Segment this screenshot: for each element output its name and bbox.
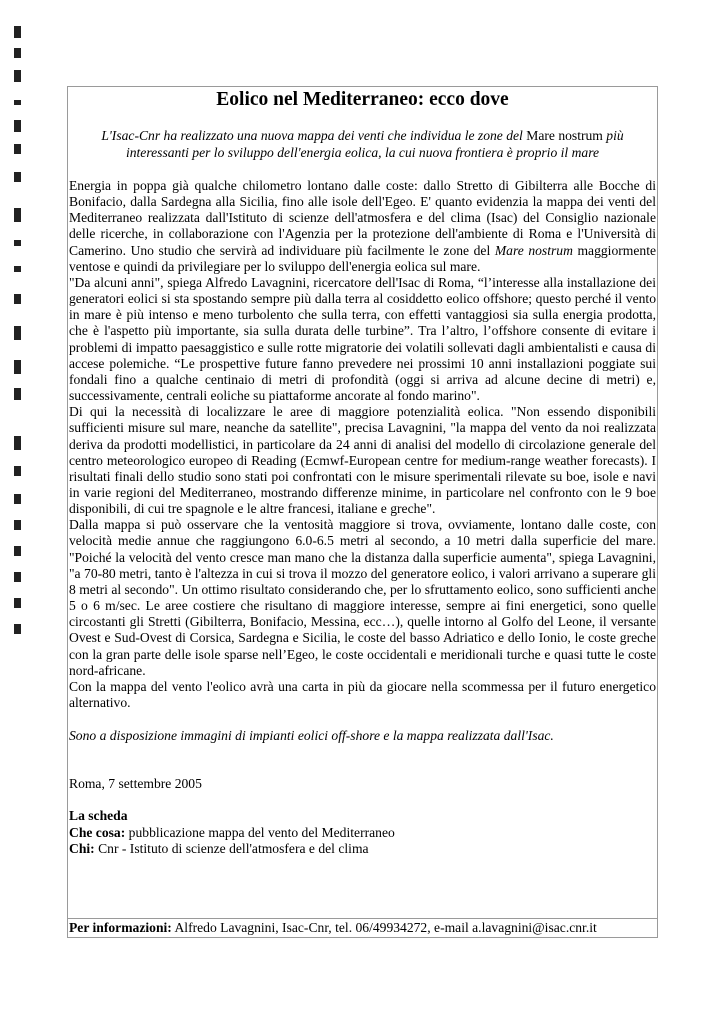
subtitle <box>79 128 646 161</box>
article-body <box>69 178 656 711</box>
fact-sheet-what <box>69 825 656 841</box>
fact-sheet-heading: La scheda <box>69 808 128 824</box>
contact-info <box>67 918 658 937</box>
subtitle-part-3: più interessanti per lo sviluppo dell'energia eolica, la cui nuova frontiera è proprio il mare <box>125 128 624 160</box>
paragraph-1-text-a: Energia in poppa già qualche chilometro lontano dalle coste: dallo Stretto di Gibilterra alle Bocche di Bonifacio, dalla Sardegna alla Sicilia, fino alle isole dell'Egeo. E' quanto evidenzia la mappa dei venti del Mediterraneo realizzata dall'Istituto di scienze dell'atmosfera e del clima (Isac) del Consiglio nazionale delle ricerche, in collaborazione con l'Agenzia per la protezione dell'ambiente di Roma e l'Università di Camerino. Uno studio che servirà ad individuare più facilmente le zone del <box>69 178 656 258</box>
subtitle-mare-nostrum: Mare nostrum <box>526 128 603 143</box>
page-title: Eolico nel Mediterraneo: ecco dove <box>216 89 509 110</box>
fact-sheet <box>69 808 656 856</box>
paragraph-1 <box>69 178 656 275</box>
paragraph-5: Con la mappa del vento l'eolico avrà una carta in più da giocare nella scommessa per il futuro energetico alternativo. <box>69 678 656 710</box>
contact-label: Per informazioni: <box>69 920 172 935</box>
fact-sheet-who <box>69 841 656 857</box>
who-label: Chi: <box>69 840 95 856</box>
what-label: Che cosa: <box>69 824 126 840</box>
what-value: pubblicazione mappa del vento del Mediterraneo <box>128 824 395 840</box>
closing-note: Sono a disposizione immagini di impianti eolici off-shore e la mappa realizzata dall'Isac. <box>69 728 554 744</box>
who-value: Cnr - Istituto di scienze dell'atmosfera e del clima <box>98 840 369 856</box>
document-content <box>69 88 656 857</box>
paragraph-3: Di qui la necessità di localizzare le aree di maggiore potenzialità eolica. "Non essendo disponibili sufficienti misure sul mare, neanche da satellite", precisa Lavagnini, "la mappa del vento da noi realizzata deriva da prodotti modellistici, in particolare da 24 anni di analisi del modello di circolazione generale del centro meteorologico europeo di Reading (Ecmwf-European centre for medium-range weather forecasts). I risultati finali dello studio sono stati poi confrontati con le misure sperimentali rilevate su boe, isole e navi in varie regioni del Mediterraneo, mostrando differenze minime, in particolare nel confronto con le 9 boe disponibili, di cui tre spagnole e le altre francesi, italiane e greche". <box>69 404 656 517</box>
scan-margin-marks <box>14 26 34 626</box>
subtitle-part-1: L'Isac-Cnr ha realizzato una nuova mappa dei venti che individua le zone del <box>101 128 523 143</box>
paragraph-1-mare-nostrum: Mare nostrum <box>494 242 573 258</box>
paragraph-1-text-c: maggiormente ventose e quindi da privilegiare per lo sviluppo dell'energia eolica sul mare. <box>69 242 657 274</box>
paragraph-2: "Da alcuni anni", spiega Alfredo Lavagnini, ricercatore dell'Isac di Roma, “l’interesse alla installazione dei generatori eolici si sta spostando sempre più dalla terra al cosiddetto eolico offshore; questo perché il vento in mare è più intenso e meno turbolento che sulla terra, con effetti vantaggiosi sia sulla energia prodotta, che è l'aspetto più importante, sia sulla durata delle turbine”. Tra l’altro, l’offshore consente di evitare i problemi di impatto paesaggistico e sulle rotte migratorie dei volatili sollevati dagli ambientalisti e causa di accese polemiche. “Le prospettive future fanno prevedere nei prossimi 10 anni installazioni poggiate sui fondali fino a qualche centinaio di metri di profondità (oggi si arriva ad alcune decine di metri) e, successivamente, centrali eoliche su piattaforme ancorate al fondo marino". <box>69 274 656 404</box>
date-line: Roma, 7 settembre 2005 <box>69 776 202 792</box>
contact-value: Alfredo Lavagnini, Isac-Cnr, tel. 06/49934272, e-mail a.lavagnini@isac.cnr.it <box>174 920 597 935</box>
paragraph-4: Dalla mappa si può osservare che la ventosità maggiore si trova, ovviamente, lontano dalle coste, con velocità medie annue che raggiungono 6.0-6.5 metri al secondo, a 10 metri dalla superficie del mare. "Poiché la velocità del vento cresce man mano che la distanza dalla superficie aumenta", spiega Lavagnini, "a 70-80 metri, tanto è l'altezza in cui si trova il mozzo del generatore eolico, i valori arrivano a superare gli 8 metri al secondo". Un ottimo risultato considerando che, per lo sfruttamento eolico, sono sufficienti anche 5 o 6 m/sec. Le aree costiere che risultano di maggiore interesse, sempre ai fini energetici, sono quelle circostanti gli Stretti (Gibilterra, Bonifacio, Messina, ecc…), quelle intorno al Golfo del Leone, il versante Ovest e Sud-Ovest di Corsica, Sardegna e Sicilia, le coste del basso Adriatico e dello Ionio, le coste greche con la gran parte delle isole sparse nell’Egeo, le coste occidentali e meridionali turche e quasi tutte le coste nord-africane. <box>69 517 656 678</box>
